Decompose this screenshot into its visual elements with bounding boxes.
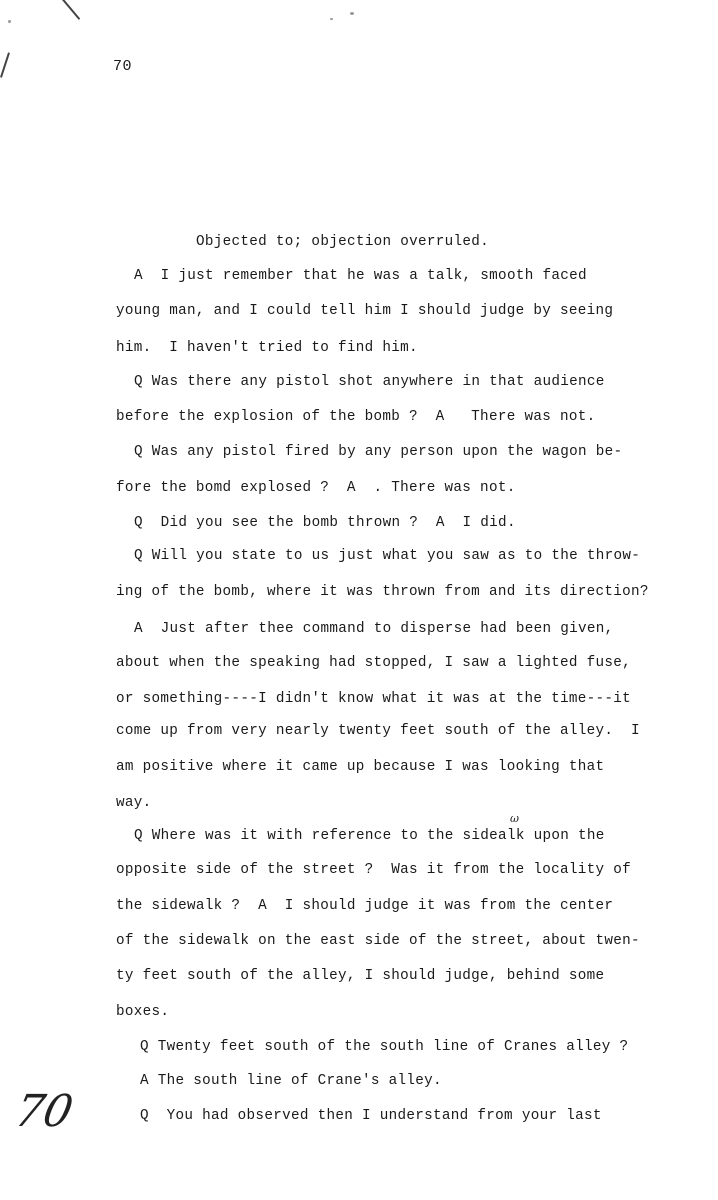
- text-line: am positive where it came up because I was looking that: [116, 759, 605, 775]
- text-line: A I just remember that he was a talk, smooth faced: [134, 268, 587, 284]
- text-line: Q Was there any pistol shot anywhere in that audience: [134, 374, 605, 390]
- text-line: before the explosion of the bomb ? A There was not.: [116, 409, 596, 425]
- text-line: boxes.: [116, 1004, 170, 1020]
- text-line: fore the bomd explosed ? A . There was not.: [116, 480, 516, 496]
- text-line: or something----I didn't know what it was at the time---it: [116, 691, 632, 707]
- text-line: ty feet south of the alley, I should judge, behind some: [116, 968, 605, 984]
- text-line: Q Where was it with reference to the sidealk upon the: [134, 828, 605, 844]
- text-line: of the sidewalk on the east side of the street, about twen-: [116, 933, 640, 949]
- text-line: way.: [116, 795, 152, 811]
- text-line: A Just after thee command to disperse had been given,: [134, 621, 614, 637]
- text-line: Q You had observed then I understand from your last: [140, 1108, 602, 1124]
- scan-speck: [330, 18, 333, 20]
- scan-speck: [8, 20, 11, 23]
- text-line: Q Was any pistol fired by any person upon the wagon be-: [134, 444, 623, 460]
- handwritten-insertion-mark: ω: [510, 812, 519, 825]
- handwritten-page-number: 70: [10, 1086, 78, 1137]
- text-line: the sidewalk ? A I should judge it was from the center: [116, 898, 614, 914]
- text-line: A The south line of Crane's alley.: [140, 1073, 442, 1089]
- edge-scan-mark: [0, 52, 9, 77]
- text-line: Q Will you state to us just what you saw as to the throw-: [134, 548, 641, 564]
- corner-scan-mark: [62, 0, 80, 20]
- scan-speck: [350, 12, 354, 15]
- text-line: Q Did you see the bomb thrown ? A I did.: [134, 515, 516, 531]
- text-line: Objected to; objection overruled.: [196, 234, 490, 250]
- text-line: young man, and I could tell him I should judge by seeing: [116, 303, 614, 319]
- page-number: 70: [113, 58, 133, 75]
- text-line: Q Twenty feet south of the south line of Cranes alley ?: [140, 1039, 629, 1055]
- text-line: him. I haven't tried to find him.: [116, 340, 418, 356]
- text-line: opposite side of the street ? Was it from the locality of: [116, 862, 632, 878]
- text-line: about when the speaking had stopped, I saw a lighted fuse,: [116, 655, 632, 671]
- text-line: ing of the bomb, where it was thrown from and its direction?: [116, 584, 649, 600]
- text-line: come up from very nearly twenty feet south of the alley. I: [116, 723, 640, 739]
